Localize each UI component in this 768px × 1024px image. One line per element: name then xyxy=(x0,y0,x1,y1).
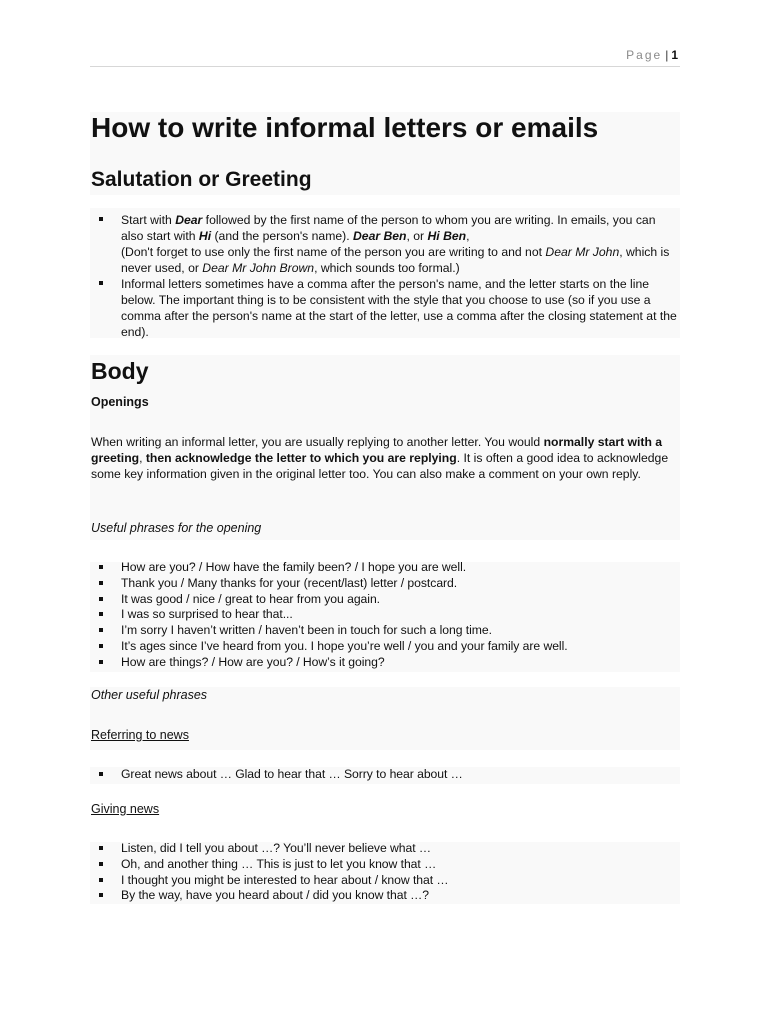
list-item: Informal letters sometimes have a comma after the person's name, and the letter starts on the line below. The important thing is to be consistent with the style that you choose to use (so if you use a comma after the person's name at the start of the letter, use a comma after the closing statement at the end). xyxy=(91,276,679,340)
list-item: I thought you might be interested to hear about / know that … xyxy=(91,873,679,889)
other-useful-label: Other useful phrases xyxy=(91,688,208,702)
list-item: Start with Dear followed by the first name of the person to whom you are writing. In emails, you can also start with Hi (and the person's name). Dear Ben, or Hi Ben, (Don't forget to use only the first name of the person you are writing to and not Dear Mr John, which is never used, or Dear Mr John Brown, which sounds too formal.) xyxy=(91,212,679,276)
opening-phrases-list xyxy=(91,560,679,671)
giving-news-label: Giving news xyxy=(91,802,160,816)
page-number xyxy=(626,48,678,62)
list-item: How are things? / How are you? / How’s it going? xyxy=(91,655,679,671)
page-header xyxy=(90,46,680,67)
page-separator: | xyxy=(665,48,669,62)
list-item: How are you? / How have the family been? / I hope you are well. xyxy=(91,560,679,576)
salutation-heading: Salutation or Greeting xyxy=(91,168,312,191)
page-number-value: 1 xyxy=(671,48,678,62)
openings-paragraph: When writing an informal letter, you are usually replying to another letter. You would normally start with a greeting, then acknowledge the letter to which you are replying. It is often a good idea to acknowledge some key information given in the original letter too. You can also make a comment on your own reply. xyxy=(91,435,669,481)
list-item: It was good / nice / great to hear from you again. xyxy=(91,592,679,608)
salutation-bullet-list xyxy=(91,212,679,340)
giving-phrases-list xyxy=(91,841,679,904)
dear-ben-example: Dear Ben xyxy=(352,229,407,243)
list-item: I was so surprised to hear that... xyxy=(91,607,679,623)
page-label: Page xyxy=(626,48,663,62)
list-item: I’m sorry I haven’t written / haven’t been in touch for such a long time. xyxy=(91,623,679,639)
page-title: How to write informal letters or emails xyxy=(91,112,599,143)
list-item: Listen, did I tell you about …? You’ll never believe what … xyxy=(91,841,679,857)
dear-example: Dear xyxy=(175,213,203,227)
referring-phrases-list xyxy=(91,767,679,783)
useful-opening-label: Useful phrases for the opening xyxy=(91,521,262,535)
referring-news-label: Referring to news xyxy=(91,728,189,742)
hi-ben-example: Hi Ben xyxy=(427,229,467,243)
list-item: It’s ages since I’ve heard from you. I hope you’re well / you and your family are well. xyxy=(91,639,679,655)
list-item: Thank you / Many thanks for your (recent/last) letter / postcard. xyxy=(91,576,679,592)
hi-example: Hi xyxy=(198,229,212,243)
list-item: By the way, have you heard about / did you know that …? xyxy=(91,888,679,904)
openings-label: Openings xyxy=(91,395,149,409)
body-heading: Body xyxy=(91,358,149,384)
list-item: Oh, and another thing … This is just to let you know that … xyxy=(91,857,679,873)
list-item: Great news about … Glad to hear that … Sorry to hear about … xyxy=(91,767,679,783)
